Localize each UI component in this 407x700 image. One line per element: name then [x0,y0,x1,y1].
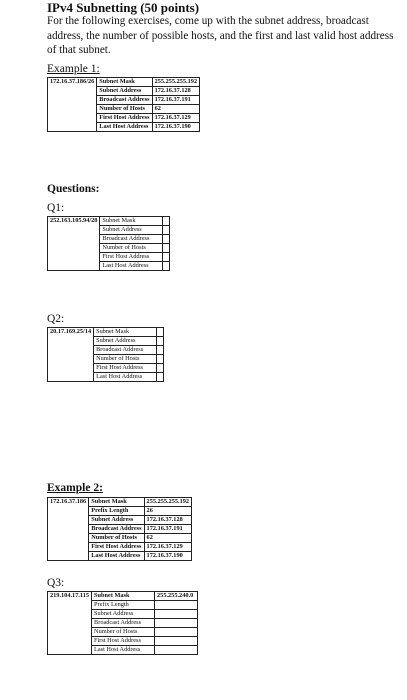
row-label: Subnet Address [97,87,152,96]
answer-cell[interactable] [155,637,198,646]
row-value: 62 [152,105,200,114]
row-label: Prefix Length [89,507,144,516]
row-label: Last Host Address [92,646,155,655]
questions-heading: Questions: [47,183,100,195]
row-label: Broadcast Address [89,525,144,534]
row-label: Subnet Mask [97,78,152,87]
row-value: 172.16.37.190 [144,552,192,561]
row-label: Number of Hosts [97,105,152,114]
row-label: First Host Address [97,114,152,123]
answer-cell[interactable] [155,628,198,637]
row-label: Number of Hosts [94,355,157,364]
answer-cell[interactable] [155,610,198,619]
row-value: 62 [144,534,192,543]
row-value: 172.16.37.129 [144,543,192,552]
answer-cell[interactable] [157,355,164,364]
row-label: First Host Address [92,637,155,646]
answer-cell[interactable] [163,244,170,253]
row-label: Last Host Address [94,373,157,382]
row-value: 172.16.37.128 [144,516,192,525]
row-label: Last Host Address [89,552,144,561]
row-label: Subnet Mask [94,328,157,337]
ip-cell: 20.17.169.25/14 [48,328,94,382]
q3-table [47,591,198,655]
row-label: Number of Hosts [89,534,144,543]
row-value: 255.255.255.192 [144,498,192,507]
row-label: Broadcast Address [97,96,152,105]
q3-label: Q3: [47,577,65,589]
table-row [48,217,170,226]
row-label: First Host Address [89,543,144,552]
row-label: Subnet Mask [92,592,155,601]
answer-cell[interactable] [163,226,170,235]
table-row [48,78,200,87]
answer-cell[interactable] [157,364,164,373]
answer-cell[interactable] [163,217,170,226]
row-label: Last Host Address [97,123,152,132]
page-title: IPv4 Subnetting (50 points) [47,0,200,15]
row-value: 172.16.37.190 [152,123,200,132]
row-label: Subnet Address [92,610,155,619]
q1-table [47,216,170,271]
row-label: Broadcast Address [94,346,157,355]
row-label: Broadcast Address [92,619,155,628]
table-row [48,592,198,601]
q2-label: Q2: [47,313,65,325]
row-label: Subnet Mask [100,217,163,226]
ip-cell: 172.16.37.186/26 [48,78,97,132]
row-label: Prefix Length [92,601,155,610]
row-value: 255.255.240.0 [155,592,198,601]
q1-label: Q1: [47,202,65,214]
ip-cell: 252.163.105.94/28 [48,217,100,271]
row-value: 172.16.37.191 [144,525,192,534]
answer-cell[interactable] [157,373,164,382]
answer-cell[interactable] [157,337,164,346]
answer-cell[interactable] [163,262,170,271]
row-label: Subnet Address [100,226,163,235]
row-label: First Host Address [94,364,157,373]
ip-cell: 219.104.17.115 [48,592,92,655]
row-value: 172.16.37.128 [152,87,200,96]
answer-cell[interactable] [163,235,170,244]
row-label: Broadcast Address [100,235,163,244]
answer-cell[interactable] [157,328,164,337]
instructions-text: For the following exercises, come up with the subnet address, broadcast address, the number of possible hosts, and the first and last valid host address of that subnet. [47,15,394,56]
row-value: 172.16.37.129 [152,114,200,123]
row-value: 255.255.255.192 [152,78,200,87]
answer-cell[interactable] [155,601,198,610]
table-row [48,498,192,507]
row-label: Subnet Address [89,516,144,525]
answer-cell[interactable] [157,346,164,355]
row-label: Last Host Address [100,262,163,271]
row-value: 26 [144,507,192,516]
table-row [48,328,164,337]
row-label: First Host Address [100,253,163,262]
answer-cell[interactable] [155,646,198,655]
example-2-label: Example 2: [47,482,103,494]
example-2-table [47,497,192,561]
row-label: Subnet Address [94,337,157,346]
row-label: Number of Hosts [100,244,163,253]
row-label: Subnet Mask [89,498,144,507]
example-1-label: Example 1: [47,63,100,75]
answer-cell[interactable] [155,619,198,628]
answer-cell[interactable] [163,253,170,262]
row-label: Number of Hosts [92,628,155,637]
example-1-table [47,77,200,132]
q2-table [47,327,164,382]
ip-cell: 172.16.37.186 [48,498,89,561]
row-value: 172.16.37.191 [152,96,200,105]
